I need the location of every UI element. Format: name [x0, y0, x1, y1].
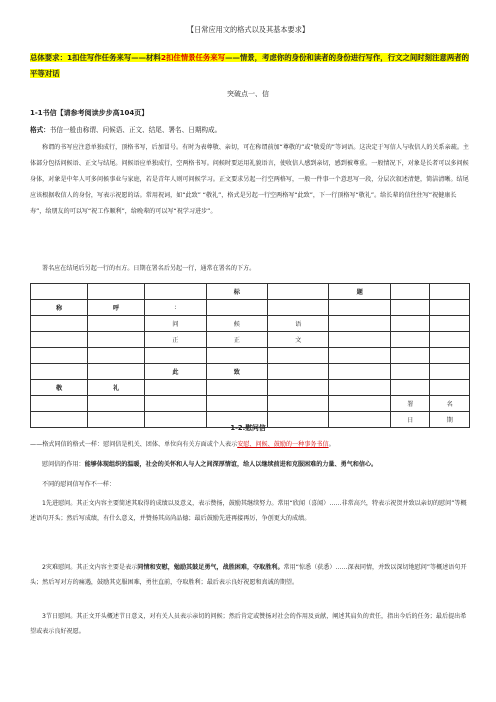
purpose-text: 能够体现组织的温暖，社会的关怀和人与人之间深厚情谊，给人以继续前进和克服困难的力量、勇气和信心。 [84, 461, 378, 468]
table-cell: 敬 [31, 380, 88, 396]
types-intro-line: 不同的慰问信写作不一样： [42, 481, 116, 488]
table-row [31, 396, 470, 412]
table-row [31, 316, 470, 332]
table-row [31, 364, 470, 380]
table-cell: : [145, 300, 206, 316]
format-note-text: ——格式同信的格式一样：慰问信是机关、团体、单位向有关方面或个人表示 [30, 441, 238, 448]
format-label: 格式： [30, 126, 50, 134]
item-text: 2灾难慰问。其正文内容主要是表示 [42, 564, 138, 571]
table-row [31, 332, 470, 348]
purpose-label: 慰问信的作用： [42, 461, 85, 468]
table-cell: 语 [268, 316, 329, 332]
section-heading: 突破点一、信 [227, 90, 269, 98]
format-note-end: 。 [328, 441, 335, 448]
item-text: 常用“惊悉（获悉）……深表同情，并致以深切地慰问”等概述语句开头；然后写对方的痛遇，鼓励其克服困难，勇往直前，夺取胜利；最后表示良好祝愿和真诚的期望。 [30, 564, 467, 586]
list-item: 1先进慰问。其正文内容主要简述其取得的成绩以及意义，表示赞扬，鼓励其继续努力。常用“欣闻（喜闻）……非常高兴，特表示祝贺并致以亲切的慰问”等概述语句开头；然后写成绩，有什么意义，并赞扬其高尚品德；最后鼓励先进再接再厉，争创更大的成绩。 [30, 500, 467, 522]
table-cell: 呼 [88, 300, 145, 316]
table-cell: 此 [145, 364, 206, 380]
list-item: 3节日慰问。其正文开头概述节日意义，对有关人员表示亲切的问候；然后肯定或赞扬对社会的作用及贡献，阐述其肩负的责任，指出今后的任务；最后提出希望或表示良好祝愿。 [30, 613, 467, 635]
table-cell: 致 [206, 364, 267, 380]
table-row [31, 380, 470, 396]
table-row [31, 284, 470, 300]
table-cell: 日 [390, 412, 430, 428]
table-cell: 称 [31, 300, 88, 316]
purpose-line [30, 457, 470, 472]
requirement-lead: 总体要求： [30, 53, 67, 62]
format-note-line [30, 437, 470, 452]
table-cell: 期 [430, 412, 470, 428]
letter-explanation-paragraph: 称谓的书写应注意单独成行，顶格书写，后加冒号。有时为表尊敬、亲切，可在称谓前加“尊敬的”或“敬爱的”等词语。这决定于写信人与收信人的关系亲疏。主体部分包括问候语、正文与结尾。问候语应单独成行，空两格书写。问候时要运用礼貌语言，使收信人感到亲切，感到被尊重。一般情况下，对象是长者可以多问候身体，对象是中年人可多问候事业与家庭，若是青年人则可问候学习。正文要求另起一行空两格写，一般一件事一个意思写一段，分层次叙述清楚，简洁清晰。结尾应该根据收信人的身份，写表示祝愿的话。常用祝词，如“此致” “敬礼”，格式是另起一行空两格写“此致”，下一行顶格写“敬礼”。给长辈的信往往写“祝健康长寿”，给朋友的可以写“祝工作顺利”，给晚辈的可以写“祝学习进步”。 [30, 144, 470, 215]
format-note-highlight: 安慰、问候、鼓励的一种事务书信 [237, 441, 329, 448]
signature-paragraph: 署名应在结尾后另起一行的右方。日期在署名后另起一行，通常在署名的下方。 [42, 265, 256, 272]
requirement-part-2: 2扣住情景任务来写 [160, 53, 226, 62]
table-cell: 署 [390, 396, 430, 412]
letter-format-table [30, 283, 470, 428]
heading-1-1: 1-1书信【请参考阅读步步高104页】 [30, 109, 149, 117]
table-cell: 问 [145, 316, 206, 332]
requirement-part-3: ——情景，考虑你的身份和读者的身份进行写作，行文之间时刻注意两者的平等对话 [30, 53, 469, 78]
item-bold-text: 同情和安慰，勉励其鼓足勇气，战胜困难，夺取胜利。 [137, 564, 284, 571]
table-cell: 文 [268, 332, 329, 348]
format-line [30, 124, 221, 134]
table-row [31, 348, 470, 364]
table-cell: 正 [206, 332, 267, 348]
table-cell: 题 [329, 284, 390, 300]
list-item [30, 560, 470, 590]
general-requirement [30, 50, 474, 82]
format-text: 书信一般由称谓、问候语、正文、结尾、署名、日期构成。 [49, 126, 222, 134]
table-row [31, 300, 470, 316]
heading-1-2: 1-2.慰问信 [230, 424, 266, 432]
table-cell: 正 [145, 332, 206, 348]
table-cell: 礼 [88, 380, 145, 396]
document-title: 【日常应用文的格式以及其基本要求】 [186, 25, 310, 34]
table-cell: 候 [206, 316, 267, 332]
table-cell: 名 [430, 396, 470, 412]
table-cell: 标 [206, 284, 267, 300]
requirement-part-1: 1扣住写作任务来写——材料 [66, 53, 161, 62]
